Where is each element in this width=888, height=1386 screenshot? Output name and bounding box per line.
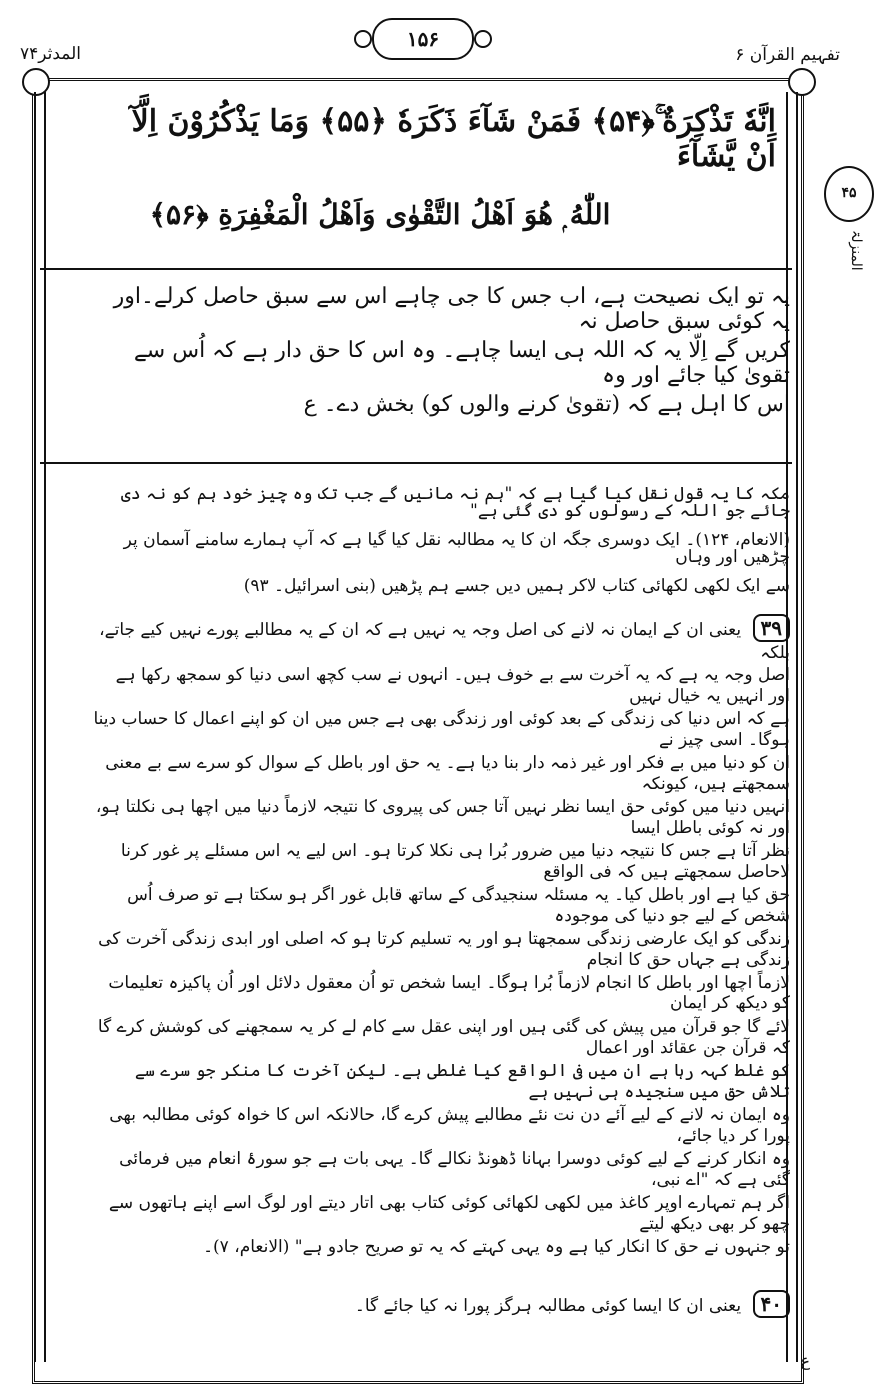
footnote-39-first-line bbox=[90, 614, 790, 663]
footnote-line: اصل وجہ یہ ہے کہ یہ آخرت سے بے خوف ہیں۔ انہوں نے سب کچھ اسی دنیا کو سمجھ رکھا ہے اور انہیں یہ خیال نہیں bbox=[115, 665, 790, 706]
footnote-line: ان کو دنیا میں بے فکر اور غیر ذمہ دار بنا دیا ہے۔ یہ حق اور باطل کے سوال کو سرے سے بے معنی سمجھتے ہیں، کیونکہ bbox=[105, 753, 790, 794]
divider bbox=[40, 268, 792, 270]
surah-name: المدثر۷۴ bbox=[20, 44, 82, 64]
footnote-line: زندگی کو ایک عارضی زندگی سمجھتا ہو اور یہ تسلیم کرتا ہو کہ اصلی اور ابدی زندگی آخرت کی زندگی ہے جہاں حق کا انجام bbox=[98, 929, 790, 970]
translation-line: یہ تو ایک نصیحت ہے، اب جس کا جی چاہے اس سے سبق حاصل کرلے۔اور یہ کوئی سبق حاصل نہ bbox=[113, 284, 790, 334]
arabic-verse-line-2: اللّٰهُ ۭ هُوَ اَهْلُ التَّقْوٰى وَاَهْلُ الْمَغْفِرَةِ ﴿۵۶﴾ bbox=[149, 198, 611, 231]
book-title: تفہیم القرآن ۶ bbox=[735, 45, 840, 65]
ruku-marker bbox=[822, 150, 878, 320]
footnote-text: یعنی ان کے ایمان نہ لانے کی اصل وجہ یہ نہیں ہے کہ ان کے یہ مطالبے پورے نہیں کیے جاتے، بلکہ bbox=[99, 620, 790, 663]
ruku-roundel-icon: ۴۵ bbox=[824, 166, 874, 222]
left-pillar-ornament bbox=[34, 92, 46, 1362]
commentary-line: سے ایک لکھی لکھائی کتاب لاکر ہمیں دیں جسے ہم پڑھیں (بنی اسرائیل۔ ۹۳) bbox=[243, 576, 790, 596]
footnote-line: ہے کہ اس دنیا کی زندگی کے بعد کوئی اور زندگی بھی ہے جس میں ان کو اپنے اعمال کا حساب دینا ہوگا۔ اسی چیز نے bbox=[93, 709, 790, 750]
translation-line: اس کا اہل ہے کہ (تقویٰ کرنے والوں کو) بخش دے۔ ع bbox=[303, 392, 790, 417]
page-number: ۱۵۶ bbox=[372, 18, 474, 60]
footnote-40 bbox=[90, 1290, 790, 1318]
arabic-verse-line-1: اِنَّهٗ تَذْكِرَةٌ ۚ﴿۵۴﴾ فَمَنْ شَآءَ ذَكَرَهٗ ﴿۵۵﴾ وَمَا يَذْكُرُوْنَ اِلَّآ اَنْ يَّشَآءَ bbox=[131, 104, 776, 174]
footnote-line: لازماً اچھا اور باطل کا انجام لازماً بُرا ہوگا۔ ایسا شخص تو اُن معقول دلائل اور اُن پاکیزہ تعلیمات کو دیکھ کر ایمان bbox=[108, 973, 790, 1013]
footnote-line: کو غلط کہہ رہا ہے ان میں فی الواقع کیا غلطی ہے۔ لیکن آخرت کا منکر جو سرے سے تلاش حق میں سنجیدہ ہی نہیں ہے bbox=[134, 1061, 790, 1102]
section-end-mark: ع bbox=[800, 1351, 810, 1370]
commentary-line: (الانعام، ۱۲۴)۔ ایک دوسری جگہ ان کا یہ مطالبہ نقل کیا گیا ہے کہ آپ ہمارے سامنے آسمان پر چڑھیں اور وہاں bbox=[123, 530, 790, 567]
footnote-number: ۳۹ bbox=[753, 614, 790, 642]
commentary-line: مکہ کا یہ قول نقل کیا گیا ہے کہ "ہم نہ مانیں گے جب تک وہ چیز خود ہم کو نہ دی جائے جو اللہ کے رسولوں کو دی گئی ہے" bbox=[120, 484, 790, 521]
footnote-text: یعنی ان کا ایسا کوئی مطالبہ ہرگز پورا نہ کیا جائے گا۔ bbox=[354, 1296, 742, 1316]
footnote-line: نظر آتا ہے جس کا نتیجہ دنیا میں ضرور بُرا ہی نکلا کرتا ہو۔ اس لیے یہ اس مسئلے پر غور کرنا لاحاصل سمجھتے ہیں کہ فی الواقع bbox=[120, 841, 790, 882]
footnote-line: تو جنہوں نے حق کا انکار کیا ہے وہ یہی کہتے کہ یہ تو صریح جادو ہے" (الانعام، ۷)۔ bbox=[203, 1237, 790, 1257]
translation-line: کریں گے اِلّا یہ کہ اللہ ہی ایسا چاہے۔ وہ اس کا حق دار ہے کہ اُس سے تقویٰ کیا جائے اور وہ bbox=[133, 338, 790, 388]
page-header bbox=[0, 0, 888, 80]
footnote-line: وہ ایمان نہ لانے کے لیے آئے دن نت نئے مطالبے پیش کرے گا، حالانکہ اس کا خواہ کوئی مطالبہ بھی پورا کر دیا جائے، bbox=[109, 1105, 790, 1146]
divider bbox=[40, 462, 792, 464]
footnote-line: وہ انکار کرنے کے لیے کوئی دوسرا بہانا ڈھونڈ نکالے گا۔ یہی بات ہے جو سورۂ انعام میں فرمائی گئی ہے کہ "اے نبی، bbox=[119, 1149, 790, 1190]
footnote-number: ۴۰ bbox=[753, 1290, 790, 1318]
footnote-line: حق کیا ہے اور باطل کیا۔ یہ مسئلہ سنجیدگی کے ساتھ قابل غور اگر ہو سکتا ہے تو صرف اُس شخص کے لیے جو دنیا کی موجودہ bbox=[127, 885, 790, 926]
footnote-line: لائے گا جو قرآن میں پیش کی گئی ہیں اور اپنی عقل سے کام لے کر یہ سمجھنے کی کوشش کرے گا کہ قرآن جن عقائد اور اعمال bbox=[97, 1017, 790, 1058]
footnote-line: اگر ہم تمہارے اوپر کاغذ میں لکھی لکھائی کوئی کتاب بھی اتار دیتے اور لوگ اسے اپنے ہاتھوں سے چھو کر بھی دیکھ لیتے bbox=[108, 1193, 790, 1234]
footnote-line: انہیں دنیا میں کوئی حق ایسا نظر نہیں آتا جس کی پیروی کا نتیجہ لازماً دنیا میں اچھا ہی نکلتا ہو، اور نہ کوئی باطل ایسا bbox=[95, 797, 790, 838]
manzil-label: المنزلۃ bbox=[848, 230, 864, 271]
